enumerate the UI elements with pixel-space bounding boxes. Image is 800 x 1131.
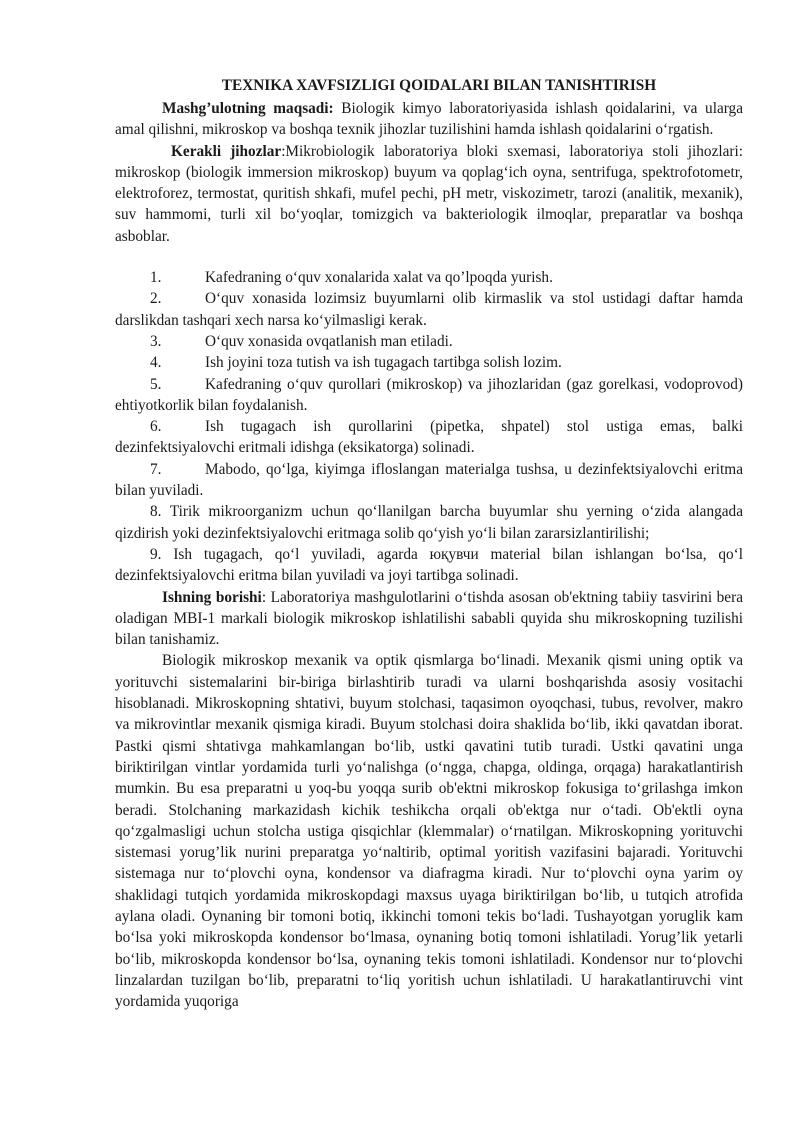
list-item bbox=[115, 267, 743, 288]
list-item: 9. Ish tugagach, qo‘l yuviladi, agarda юқувчи material bilan ishlangan bo‘lsa, qo‘l dezinfektsiyalovchi eritma bilan yuviladi va joyi tartibga solinadi. bbox=[115, 545, 743, 585]
list-item bbox=[115, 288, 743, 331]
body-paragraph: Biologik mikroskop mexanik va optik qismlarga bo‘linadi. Mexanik qismi uning optik va yorituvchi sistemalarini bir-biriga birlashtirib turadi va ularni boshqarishda asosiy vositachi hisoblanadi. Mikroskopning shtativi, buyum stolchasi, taqasimon oyoqchasi, tubus, revolver, makro va mikrovintlar mexanik qismiga kiradi. Buyum stolchasi doira shaklida bo‘lib, ikki qavatdan iborat. Pastki qismi shtativga mahkamlangan bo‘lib, ustki qavatini tutib turadi. Ustki qavatini unga biriktirilgan vintlar yordamida turli yo‘nalishga (o‘ngga, chapga, oldinga, orqaga) harakatlantirish mumkin. Bu esa preparatni u yoq-bu yoqqa surib ob'ektni mikroskop fokusiga to‘grilashga imkon beradi. Stolchaning markazidash kichik teshikcha orqali ob'ektga nur o‘tadi. Ob'ektli oyna qo‘zgalmasligi uchun stolcha ustiga qisqichlar (klemmalar) o‘rnatilgan. Mikroskopning yorituvchi sistemasi yorug’lik nurini preparatga yo‘naltirib, optimal yoritish vazifasini bajaradi. Yorituvchi sistemaga nur to‘plovchi oyna, kondensor va diafragma kiradi. Nur to‘plovchi oyna yarim oy shaklidagi tutqich yordamida mikroskopdagi maxsus uyaga biriktirilgan bo‘lib, u tutqich atrofida aylana oladi. Oynaning bir tomoni botiq, ikkinchi tomoni tekis bo‘ladi. Tushayotgan yoruglik kam bo‘lsa yoki mikroskopda kondensor bo‘lmasa, oynaning botiq tomoni ishlatiladi. Yorug’lik yetarli bo‘lib, mikroskopda kondensor bo‘lsa, oynaning tekis tomoni ishlatiladi. Kondensor nur to‘plovchi linzalardan tuzilgan bo‘lib, preparatni to‘liq yoritish uchun ishlatiladi. U harakatlantiruvchi vint yordamida yuqoriga bbox=[115, 652, 743, 1011]
list-item-text: Ish tugagach ish qurollarini (pipetka, shpatel) stol ustiga emas, balki dezinfektsiyalovchi eritmali idishga (eksikatorga) solinadi. bbox=[115, 418, 743, 457]
list-item-text: O‘quv xonasida lozimsiz buyumlarni olib kirmaslik va stol ustidagi daftar hamda darslikdan tashqari xech narsa ko‘yilmasligi kerak. bbox=[115, 290, 743, 329]
list-item bbox=[115, 416, 743, 459]
list-item bbox=[115, 374, 743, 417]
list-item-text: Mabodo, qo‘lga, kiyimga ifloslangan materialga tushsa, u dezinfektsiyalovchi eritma bilan yuviladi. bbox=[115, 460, 743, 500]
equipment-label: Kerakli jihozlar bbox=[171, 142, 282, 160]
list-item bbox=[115, 352, 743, 373]
equipment-paragraph bbox=[115, 141, 743, 247]
list-item bbox=[115, 459, 743, 502]
document-title: TEXNIKA XAVFSIZLIGI QOIDALARI BILAN TANISHTIRISH bbox=[221, 77, 657, 94]
list-item-text: Kafedraning o‘quv xonalarida xalat va qo’lpoqda yurish. bbox=[205, 269, 553, 287]
list-item-number: 7. bbox=[150, 460, 162, 478]
list-item-number: 2. bbox=[150, 290, 162, 308]
procedure-text: : Laboratoriya mashgulotlarini o‘tishda asosan ob'ektning tabiiy tasvirini bera oladigan MBI-1 markali biologik mikroskop ishlatilishi sababli quyida shu mikroskopning tuzilishi bilan tanishamiz. bbox=[115, 588, 743, 649]
list-item-number: 5. bbox=[150, 375, 162, 393]
equipment-text: :Mikrobiologik laboratoriya bloki sxemasi, laboratoriya stoli jihozlari: mikroskop (biologik immersion mikroskop) buyum va qoplag‘ich oyna, sentrifuga, spektrofotometr, elektroforez, termostat, quritish shkafi, mufel pechi, pH metr, viskozimetr, tarozi (analitik, mexanik), suv hammomi, turli xil bo‘yoqlar, tomizgich va bakteriologik ilmoqlar, preparatlar va boshqa asboblar. bbox=[115, 142, 743, 245]
list-item-number: 3. bbox=[150, 332, 162, 350]
rules-list bbox=[115, 267, 743, 586]
list-item-text: Kafedraning o‘quv qurollari (mikroskop) va jihozlaridan (gaz gorelkasi, vodoprovod) ehtiyotkorlik bilan foydalanish. bbox=[115, 375, 743, 414]
list-item-number: 1. bbox=[150, 269, 162, 287]
list-item: 8. Tirik mikroorganizm uchun qo‘llanilgan barcha buyumlar shu yerning o‘zida alangada qizdirish yoki dezinfektsiyalovchi eritmaga solib qo‘yish yo‘li bilan zararsizlantirilishi; bbox=[115, 503, 743, 542]
list-item-text: O‘quv xonasida ovqatlanish man etiladi. bbox=[205, 332, 453, 350]
list-item-text: Ish joyini toza tutish va ish tugagach tartibga solish lozim. bbox=[205, 354, 562, 372]
list-item-number: 6. bbox=[150, 418, 162, 436]
purpose-text: Biologik kimyo laboratoriyasida ishlash qoidalarini, va ularga amal qilishni, mikroskop va boshqa texnik jihozlar tuzilishini hamda ishlash qoidalarini o‘rgatish. bbox=[115, 100, 743, 139]
spacer bbox=[115, 247, 743, 267]
list-item-number: 4. bbox=[150, 354, 162, 372]
purpose-label: Mashg’ulotning maqsadi: bbox=[162, 100, 334, 117]
procedure-label: Ishning borishi bbox=[162, 588, 262, 606]
procedure-paragraph bbox=[115, 587, 743, 651]
purpose-paragraph bbox=[115, 98, 743, 141]
list-item bbox=[115, 331, 743, 352]
